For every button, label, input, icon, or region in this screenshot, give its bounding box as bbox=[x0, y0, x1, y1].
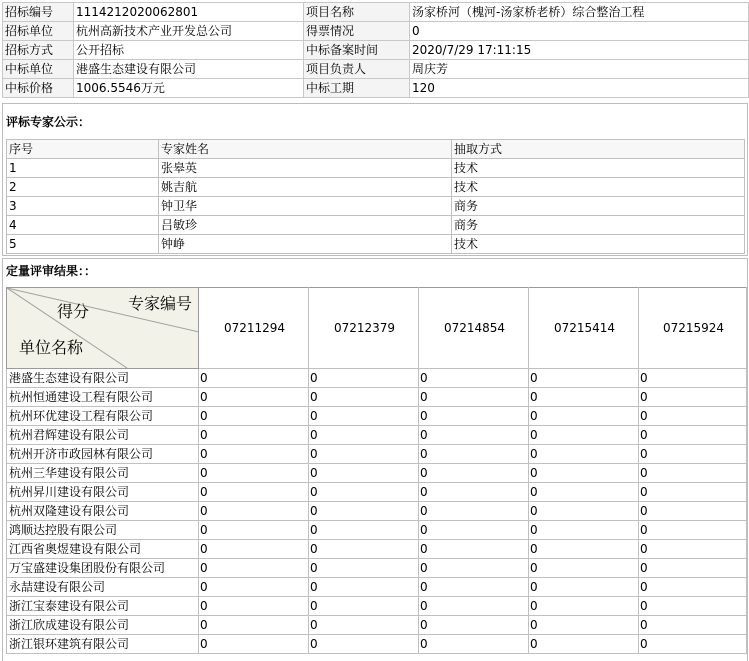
score-cell: 0 bbox=[419, 635, 529, 654]
score-row bbox=[7, 597, 747, 616]
score-row bbox=[7, 483, 747, 502]
expert-cell: 钟卫华 bbox=[159, 197, 452, 216]
score-cell: 0 bbox=[199, 502, 309, 521]
expert-id-column-header: 07211294 bbox=[199, 288, 309, 369]
expert-header-row bbox=[7, 140, 745, 159]
score-cell: 0 bbox=[309, 445, 419, 464]
expert-cell: 张皋英 bbox=[159, 159, 452, 178]
info-row bbox=[3, 22, 749, 41]
info-row bbox=[3, 3, 749, 22]
expert-cell: 4 bbox=[7, 216, 159, 235]
score-row bbox=[7, 407, 747, 426]
info-row bbox=[3, 79, 749, 98]
info-row bbox=[3, 41, 749, 60]
score-cell: 0 bbox=[199, 597, 309, 616]
expert-id-column-header: 07215414 bbox=[529, 288, 639, 369]
score-row bbox=[7, 388, 747, 407]
score-cell: 0 bbox=[639, 464, 747, 483]
score-row bbox=[7, 616, 747, 635]
unit-name-cell: 杭州开济市政园林有限公司 bbox=[7, 445, 199, 464]
score-row bbox=[7, 521, 747, 540]
diagonal-header-cell bbox=[7, 288, 199, 369]
score-cell: 0 bbox=[419, 502, 529, 521]
score-cell: 0 bbox=[419, 540, 529, 559]
unit-name-cell: 杭州三华建设有限公司 bbox=[7, 464, 199, 483]
expert-cell: 姚吉航 bbox=[159, 178, 452, 197]
score-cell: 0 bbox=[309, 540, 419, 559]
expert-cell: 商务 bbox=[452, 197, 745, 216]
score-cell: 0 bbox=[639, 369, 747, 388]
expert-cell: 钟峥 bbox=[159, 235, 452, 254]
score-cell: 0 bbox=[309, 635, 419, 654]
score-cell: 0 bbox=[419, 483, 529, 502]
score-cell: 0 bbox=[529, 521, 639, 540]
unit-name-cell: 鸿顺达控股有限公司 bbox=[7, 521, 199, 540]
score-row bbox=[7, 426, 747, 445]
info-value: 2020/7/29 17:11:15 bbox=[410, 41, 749, 60]
score-cell: 0 bbox=[199, 369, 309, 388]
score-cell: 0 bbox=[199, 578, 309, 597]
score-cell: 0 bbox=[309, 559, 419, 578]
unit-name-cell: 杭州环优建设工程有限公司 bbox=[7, 407, 199, 426]
expert-column-header: 抽取方式 bbox=[452, 140, 745, 159]
unit-name-cell: 浙江欣成建设有限公司 bbox=[7, 616, 199, 635]
score-cell: 0 bbox=[529, 616, 639, 635]
unit-name-cell: 杭州双隆建设有限公司 bbox=[7, 502, 199, 521]
info-value: 1006.5546万元 bbox=[74, 79, 304, 98]
expert-row bbox=[7, 178, 745, 197]
expert-cell: 1 bbox=[7, 159, 159, 178]
score-cell: 0 bbox=[529, 407, 639, 426]
score-cell: 0 bbox=[419, 464, 529, 483]
score-cell: 0 bbox=[419, 445, 529, 464]
score-cell: 0 bbox=[309, 426, 419, 445]
score-cell: 0 bbox=[529, 464, 639, 483]
score-cell: 0 bbox=[639, 540, 747, 559]
score-cell: 0 bbox=[199, 559, 309, 578]
score-row bbox=[7, 635, 747, 654]
info-value: 杭州高新技术产业开发总公司 bbox=[74, 22, 304, 41]
score-cell: 0 bbox=[639, 521, 747, 540]
unit-name-cell: 杭州恒通建设工程有限公司 bbox=[7, 388, 199, 407]
expert-row bbox=[7, 216, 745, 235]
score-cell: 0 bbox=[199, 426, 309, 445]
expert-section-title: 评标专家公示： bbox=[6, 115, 91, 129]
unit-name-cell: 江西省奥煜建设有限公司 bbox=[7, 540, 199, 559]
score-cell: 0 bbox=[199, 445, 309, 464]
expert-id-column-header: 07214854 bbox=[419, 288, 529, 369]
score-cell: 0 bbox=[309, 464, 419, 483]
info-row bbox=[3, 60, 749, 79]
score-cell: 0 bbox=[419, 407, 529, 426]
score-cell: 0 bbox=[199, 464, 309, 483]
info-value: 港盛生态建设有限公司 bbox=[74, 60, 304, 79]
expert-row bbox=[7, 159, 745, 178]
expert-section bbox=[2, 103, 748, 256]
score-cell: 0 bbox=[309, 578, 419, 597]
bid-info-table bbox=[2, 2, 749, 98]
score-cell: 0 bbox=[309, 521, 419, 540]
expert-cell: 吕敏珍 bbox=[159, 216, 452, 235]
score-cell: 0 bbox=[199, 407, 309, 426]
score-cell: 0 bbox=[529, 635, 639, 654]
info-label: 中标价格 bbox=[3, 79, 74, 98]
score-cell: 0 bbox=[529, 483, 639, 502]
expert-cell: 2 bbox=[7, 178, 159, 197]
score-row bbox=[7, 445, 747, 464]
score-cell: 0 bbox=[309, 616, 419, 635]
score-cell: 0 bbox=[419, 426, 529, 445]
expert-cell: 商务 bbox=[452, 216, 745, 235]
score-cell: 0 bbox=[419, 369, 529, 388]
score-row bbox=[7, 540, 747, 559]
expert-row bbox=[7, 197, 745, 216]
unit-name-cell: 港盛生态建设有限公司 bbox=[7, 369, 199, 388]
info-label: 中标备案时间 bbox=[304, 41, 410, 60]
score-cell: 0 bbox=[529, 426, 639, 445]
score-row bbox=[7, 369, 747, 388]
score-cell: 0 bbox=[309, 388, 419, 407]
score-cell: 0 bbox=[419, 597, 529, 616]
expert-cell: 技术 bbox=[452, 235, 745, 254]
expert-row bbox=[7, 235, 745, 254]
info-value: 120 bbox=[410, 79, 749, 98]
score-cell: 0 bbox=[529, 502, 639, 521]
score-cell: 0 bbox=[309, 483, 419, 502]
result-section bbox=[2, 258, 748, 661]
score-cell: 0 bbox=[199, 388, 309, 407]
info-label: 得票情况 bbox=[304, 22, 410, 41]
score-cell: 0 bbox=[639, 578, 747, 597]
score-cell: 0 bbox=[529, 388, 639, 407]
score-cell: 0 bbox=[639, 597, 747, 616]
score-cell: 0 bbox=[199, 521, 309, 540]
info-label: 招标编号 bbox=[3, 3, 74, 22]
info-label: 招标方式 bbox=[3, 41, 74, 60]
expert-column-header: 专家姓名 bbox=[159, 140, 452, 159]
unit-name-cell: 杭州昇川建设有限公司 bbox=[7, 483, 199, 502]
expert-id-column-header: 07215924 bbox=[639, 288, 747, 369]
expert-table bbox=[6, 139, 745, 254]
score-cell: 0 bbox=[199, 616, 309, 635]
expert-cell: 5 bbox=[7, 235, 159, 254]
unit-name-cell: 浙江银环建筑有限公司 bbox=[7, 635, 199, 654]
score-cell: 0 bbox=[419, 616, 529, 635]
score-cell: 0 bbox=[529, 369, 639, 388]
info-label: 招标单位 bbox=[3, 22, 74, 41]
score-cell: 0 bbox=[309, 369, 419, 388]
score-cell: 0 bbox=[639, 445, 747, 464]
unit-name-cell: 永喆建设有限公司 bbox=[7, 578, 199, 597]
score-table bbox=[6, 287, 747, 654]
info-value: 公开招标 bbox=[74, 41, 304, 60]
score-cell: 0 bbox=[639, 502, 747, 521]
unit-name-cell: 万宝盛建设集团股份有限公司 bbox=[7, 559, 199, 578]
unit-name-cell: 浙江宝泰建设有限公司 bbox=[7, 597, 199, 616]
expert-id-column-header: 07212379 bbox=[309, 288, 419, 369]
info-value: 0 bbox=[410, 22, 749, 41]
score-row bbox=[7, 559, 747, 578]
info-value: 汤家桥河（槐河-汤家桥老桥）综合整治工程 bbox=[410, 3, 749, 22]
score-cell: 0 bbox=[639, 388, 747, 407]
score-cell: 0 bbox=[639, 635, 747, 654]
score-header-row bbox=[7, 288, 747, 369]
score-cell: 0 bbox=[529, 540, 639, 559]
score-cell: 0 bbox=[309, 407, 419, 426]
score-cell: 0 bbox=[639, 559, 747, 578]
score-cell: 0 bbox=[309, 502, 419, 521]
score-cell: 0 bbox=[199, 540, 309, 559]
info-label: 中标单位 bbox=[3, 60, 74, 79]
result-section-title: 定量评审结果：： bbox=[6, 264, 97, 278]
info-value: 周庆芳 bbox=[410, 60, 749, 79]
expert-cell: 3 bbox=[7, 197, 159, 216]
score-cell: 0 bbox=[419, 521, 529, 540]
score-cell: 0 bbox=[639, 616, 747, 635]
score-cell: 0 bbox=[529, 445, 639, 464]
score-cell: 0 bbox=[419, 559, 529, 578]
expert-column-header: 序号 bbox=[7, 140, 159, 159]
expert-cell: 技术 bbox=[452, 178, 745, 197]
score-row bbox=[7, 502, 747, 521]
score-cell: 0 bbox=[199, 483, 309, 502]
score-cell: 0 bbox=[639, 483, 747, 502]
info-label: 中标工期 bbox=[304, 79, 410, 98]
score-cell: 0 bbox=[529, 559, 639, 578]
header-expert-id-label: 专家编号 bbox=[127, 294, 192, 313]
score-cell: 0 bbox=[419, 578, 529, 597]
score-cell: 0 bbox=[529, 597, 639, 616]
score-row bbox=[7, 464, 747, 483]
expert-cell: 技术 bbox=[452, 159, 745, 178]
info-label: 项目名称 bbox=[304, 3, 410, 22]
score-cell: 0 bbox=[529, 578, 639, 597]
score-cell: 0 bbox=[639, 426, 747, 445]
header-score-label: 得分 bbox=[57, 302, 90, 321]
score-cell: 0 bbox=[199, 635, 309, 654]
info-value: 1114212020062801 bbox=[74, 3, 304, 22]
unit-name-cell: 杭州君辉建设有限公司 bbox=[7, 426, 199, 445]
info-label: 项目负责人 bbox=[304, 60, 410, 79]
header-unit-name-label: 单位名称 bbox=[19, 338, 84, 357]
score-cell: 0 bbox=[639, 407, 747, 426]
score-row bbox=[7, 578, 747, 597]
score-cell: 0 bbox=[419, 388, 529, 407]
score-cell: 0 bbox=[309, 597, 419, 616]
